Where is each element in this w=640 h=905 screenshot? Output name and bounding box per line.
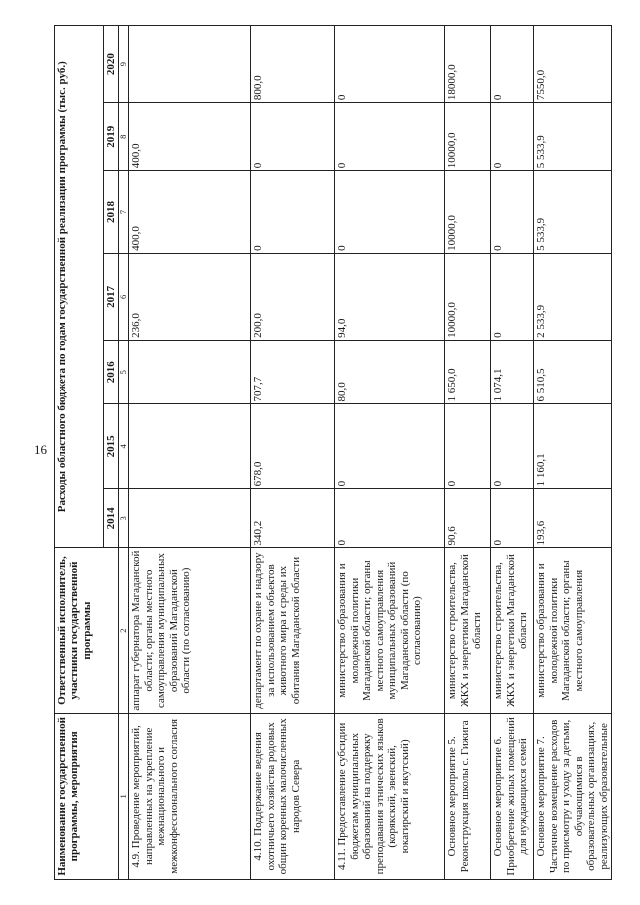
table-row	[251, 26, 335, 880]
row-value: 0	[251, 171, 335, 254]
row-value: 10000,0	[445, 253, 491, 340]
header-year: 2019	[104, 103, 119, 171]
row-value: 0	[491, 489, 534, 548]
header-executor: Ответственный исполнитель, участники государственной программы	[55, 548, 119, 713]
row-value: 0	[335, 489, 445, 548]
column-number-row	[119, 26, 129, 880]
row-value: 0	[335, 171, 445, 254]
row-value: 5 533,9	[534, 171, 612, 254]
column-number: 8	[119, 103, 129, 171]
row-value: 1 650,0	[445, 340, 491, 404]
row-name: Основное мероприятие 7. Частичное возмещение расходов по присмотру и уходу за детьми, обучающимися в образовательных организациях, реализующих образовательные	[534, 713, 612, 879]
row-name: Основное мероприятие 6. Приобретение жилых помещений для нуждающихся семей	[491, 713, 534, 879]
row-executor: министерство строительства, ЖКХ и энергетики Магаданской области	[491, 548, 534, 713]
row-value: 0	[491, 103, 534, 171]
row-value: 0	[335, 103, 445, 171]
row-value: 1 160,1	[534, 404, 612, 489]
row-executor: департамент по охране и надзору за использованием объектов животного мира и среды их обитания Магаданской области	[251, 548, 335, 713]
row-value: 7550,0	[534, 26, 612, 103]
column-number: 5	[119, 340, 129, 404]
row-value: 94,0	[335, 253, 445, 340]
header-name: Наименование государственной программы, мероприятия	[55, 713, 119, 879]
row-name: 4.11. Предоставление субсидии бюджетам муниципальных образований на поддержку преподавания этнических языков (корякский, эвенский, юкагирский и якутский)	[335, 713, 445, 879]
row-value: 90,6	[445, 489, 491, 548]
header-expenses: Расходы областного бюджета по годам государственной реализации программы (тыс. руб.)	[55, 26, 104, 548]
table-row	[534, 26, 612, 880]
row-value: 400,0	[129, 103, 251, 171]
column-number: 1	[119, 713, 129, 879]
row-value: 5 533,9	[534, 103, 612, 171]
column-number: 4	[119, 404, 129, 489]
table-row	[491, 26, 534, 880]
row-executor: министерство образования и молодежной политики Магаданской области; органы местного самоуправления муниципальных образований Магаданской области (по согласованию)	[335, 548, 445, 713]
row-value: 80,0	[335, 340, 445, 404]
table-row	[335, 26, 445, 880]
row-value: 0	[491, 171, 534, 254]
row-name: 4.9. Проведение мероприятий, направленных на укрепление межнационального и межконфессионального согласия	[129, 713, 251, 879]
row-value: 0	[491, 253, 534, 340]
row-value: 800,0	[251, 26, 335, 103]
column-number: 7	[119, 171, 129, 254]
row-value: 678,0	[251, 404, 335, 489]
row-executor: министерство строительства, ЖКХ и энергетики Магаданской области	[445, 548, 491, 713]
header-year: 2020	[104, 26, 119, 103]
page-number: 16	[34, 442, 47, 457]
row-value: 707,7	[251, 340, 335, 404]
row-value: 0	[335, 26, 445, 103]
row-name: Основное мероприятие 5. Реконструкция школы с. Гижига	[445, 713, 491, 879]
row-value	[129, 404, 251, 489]
column-number: 6	[119, 253, 129, 340]
table-row	[445, 26, 491, 880]
header-year: 2015	[104, 404, 119, 489]
row-value: 10000,0	[445, 171, 491, 254]
row-value: 0	[491, 404, 534, 489]
row-value: 10000,0	[445, 103, 491, 171]
header-year: 2017	[104, 253, 119, 340]
column-number: 9	[119, 26, 129, 103]
row-value: 0	[335, 404, 445, 489]
column-number: 2	[119, 548, 129, 713]
row-value: 1 074,1	[491, 340, 534, 404]
header-year: 2018	[104, 171, 119, 254]
row-value	[129, 340, 251, 404]
row-value: 200,0	[251, 253, 335, 340]
header-year: 2014	[104, 489, 119, 548]
budget-table	[54, 25, 612, 880]
row-value: 400,0	[129, 171, 251, 254]
row-value: 0	[491, 26, 534, 103]
row-value: 236,0	[129, 253, 251, 340]
header-year: 2016	[104, 340, 119, 404]
row-value: 0	[445, 404, 491, 489]
row-value	[129, 26, 251, 103]
row-value: 0	[251, 103, 335, 171]
row-executor: министерство образования и молодежной политики Магаданской области; органы местного самоуправления	[534, 548, 612, 713]
column-number: 3	[119, 489, 129, 548]
table-row	[129, 26, 251, 880]
row-name: 4.10. Поддержание ведения охотничьего хозяйства родовых общин коренных малочисленных народов Севера	[251, 713, 335, 879]
row-value: 2 533,9	[534, 253, 612, 340]
row-value: 340,2	[251, 489, 335, 548]
rotated-table-wrapper	[54, 25, 610, 880]
row-value: 193,6	[534, 489, 612, 548]
row-executor: аппарат губернатора Магаданской области; органы местного самоуправления муниципальных образований Магаданской области (по согласованию)	[129, 548, 251, 713]
row-value: 18000,0	[445, 26, 491, 103]
row-value	[129, 489, 251, 548]
row-value: 6 510,5	[534, 340, 612, 404]
